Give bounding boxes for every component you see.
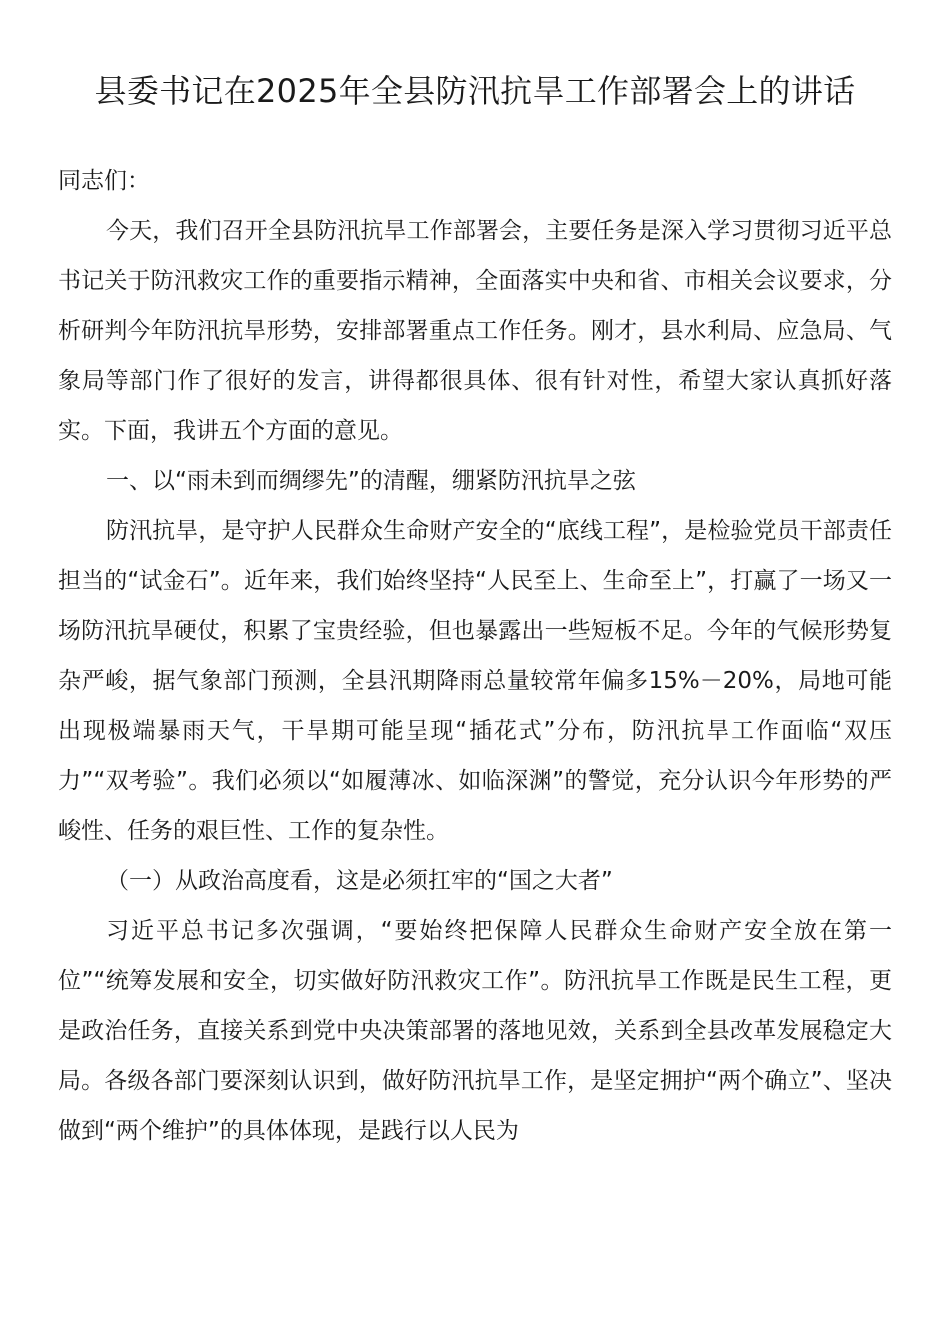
document-title: 县委书记在2025年全县防汛抗旱工作部署会上的讲话 — [94, 72, 856, 110]
subsection-1-heading: （一）从政治高度看，这是必须扛牢的“国之大者” — [106, 868, 613, 894]
intro-paragraph: 今天，我们召开全县防汛抗旱工作部署会，主要任务是深入学习贯彻习近平总书记关于防汛救灾工作的重要指示精神，全面落实中央和省、市相关会议要求，分析研判今年防汛抗旱形势，安排部署重点工作任务。刚才，县水利局、应急局、气象局等部门作了很好的发言，讲得都很具体、很有针对性，希望大家认真抓好落实。下面，我讲五个方面的意见。 — [58, 218, 892, 444]
subsection-1-paragraph: 习近平总书记多次强调，“要始终把保障人民群众生命财产安全放在第一位”“统筹发展和安全，切实做好防汛救灾工作”。防汛抗旱工作既是民生工程，更是政治任务，直接关系到党中央决策部署的落地见效，关系到全县改革发展稳定大局。各级各部门要深刻认识到，做好防汛抗旱工作，是坚定拥护“两个确立”、坚决做到“两个维护”的具体体现，是践行以人民为 — [58, 918, 892, 1144]
salutation: 同志们： — [58, 168, 150, 194]
section-1-paragraph: 防汛抗旱，是守护人民群众生命财产安全的“底线工程”，是检验党员干部责任担当的“试金石”。近年来，我们始终坚持“人民至上、生命至上”，打赢了一场又一场防汛抗旱硬仗，积累了宝贵经验，但也暴露出一些短板不足。今年的气候形势复杂严峻，据气象部门预测，全县汛期降雨总量较常年偏多15%－20%，局地可能出现极端暴雨天气，干旱期可能呈现“插花式”分布，防汛抗旱工作面临“双压力”“双考验”。我们必须以“如履薄冰、如临深渊”的警觉，充分认识今年形势的严峻性、任务的艰巨性、工作的复杂性。 — [58, 518, 892, 844]
section-1-heading: 一、以“雨未到而绸缪先”的清醒，绷紧防汛抗旱之弦 — [106, 468, 636, 494]
